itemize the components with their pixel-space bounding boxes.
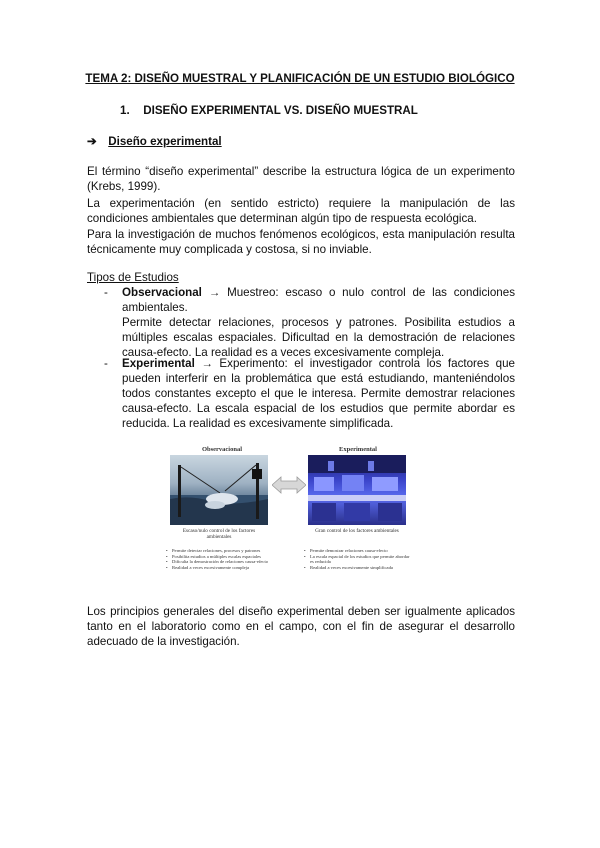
study-types-heading: Tipos de Estudios [87,271,179,284]
list-item: • Realidad a veces excesivamente compleja [166,565,280,571]
figure-left-list [166,548,280,570]
list-item: • Realidad a veces excesivamente simplificada [304,565,414,571]
figure-right-caption: Gran control de los factores ambientales [315,528,399,534]
bullet-text: → Experimento: el investigador controla los factores que pueden interferir en la problemática que está estudiando, manteniéndolos todos constantes excepto el que le interesa. Permite demostrar relaciones causa-efecto. La escala espacial de los estudios que permite abordar es reducida. La realidad es excesivamente simplificada. [122,357,515,430]
bullet-dash: - [104,357,108,370]
bullet-term: Experimental [122,357,195,370]
sea-sampling-photo [170,455,268,525]
bullet-extra: Permite detectar relaciones, procesos y patrones. Posibilita estudios a múltiples escalas espaciales. Dificultad en la demostración de relaciones causa-efecto. La realidad es a veces excesivamente compleja. [122,316,515,359]
list-item: • Posibilita estudios a múltiples escalas espaciales [166,554,280,560]
subtitle-number: 1. [120,104,130,117]
section-heading [87,134,222,148]
list-item-experimental [104,356,515,431]
figure-left-title: Observacional [201,446,243,453]
paragraph-investigation: Para la investigación de muchos fenómenos ecológicos, esta manipulación resulta técnicamente muy complicada y costosa, si no inviable. [87,228,515,256]
list-item-observacional [104,285,515,360]
right-arrow-icon: ➔ [87,135,97,148]
list-item: • Permite demostrar relaciones causa-efecto [304,548,414,554]
comparison-figure [166,446,428,592]
subtitle-text: DISEÑO EXPERIMENTAL VS. DISEÑO MUESTRAL [143,104,418,117]
paragraph-experimentation: La experimentación (en sentido estricto) requiere la manipulación de las condiciones ambientales que determinan algún tipo de respuesta ecológica. [87,197,515,225]
bullet-dash: - [104,286,108,299]
laboratory-photo [308,455,406,525]
document-title: TEMA 2: DISEÑO MUESTRAL Y PLANIFICACIÓN DE UN ESTUDIO BIOLÓGICO [85,72,515,85]
paragraph-definition: El término “diseño experimental” describe la estructura lógica de un experimento (Krebs, 1999). [87,165,515,193]
figure-right-list [304,548,414,570]
double-arrow-icon [272,476,306,494]
paragraph-closing: Los principios generales del diseño experimental deben ser igualmente aplicados tanto en el laboratorio como en el campo, con el fin de asegurar el desarrollo adecuado de la investigación. [87,605,515,648]
list-item: • La escala espacial de los estudios que permite abordar es reducida [304,554,414,565]
list-item: • Permite detectar relaciones, procesos y patrones [166,548,280,554]
list-item: • Dificulta la demostración de relaciones causa-efecto [166,559,280,565]
section-heading-label: Diseño experimental [108,135,222,148]
figure-right-title: Experimental [339,446,377,453]
bullet-term: Observacional [122,286,202,299]
bullet-text: → Muestreo: escaso o nulo control de las condiciones ambientales. [122,286,515,314]
section-subtitle [120,104,418,117]
figure-left-caption: Escaso/nulo control de los factores ambientales [182,528,256,540]
